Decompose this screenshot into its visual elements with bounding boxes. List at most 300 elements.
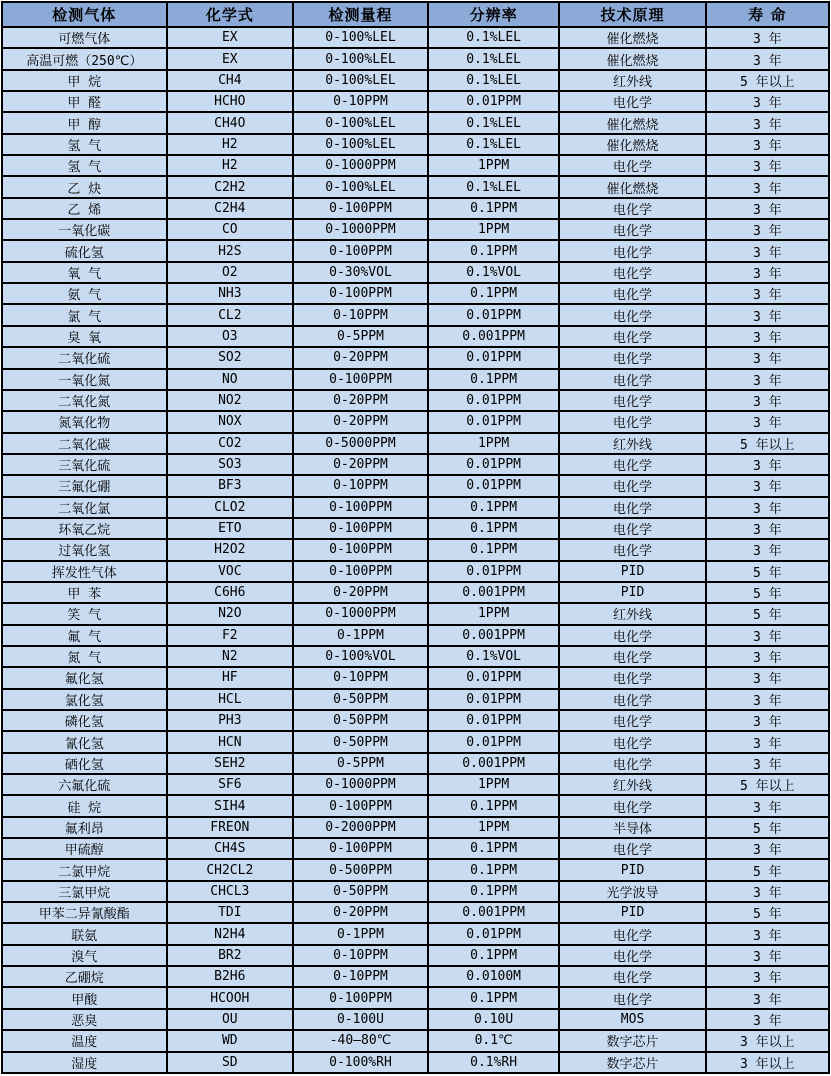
table-row: [2, 176, 829, 197]
cell-lifespan: 3 年: [706, 134, 829, 155]
cell-range: 0-20PPM: [293, 902, 428, 923]
table-row: [2, 774, 829, 795]
cell-principle: 电化学: [559, 304, 705, 325]
cell-formula: CH4O: [167, 112, 294, 133]
cell-lifespan: 3 年: [706, 731, 829, 752]
table-row: [2, 710, 829, 731]
cell-resolution: 0.01PPM: [428, 347, 559, 368]
cell-formula: N2H4: [167, 923, 294, 944]
cell-resolution: 0.10U: [428, 1009, 559, 1030]
table-row: [2, 795, 829, 816]
table-row: [2, 27, 829, 48]
cell-principle: PID: [559, 561, 705, 582]
cell-formula: N2: [167, 646, 294, 667]
cell-range: 0-100%LEL: [293, 176, 428, 197]
table-row: [2, 646, 829, 667]
cell-gas: 甲苯二异氰酸酯: [2, 902, 167, 923]
cell-lifespan: 3 年: [706, 240, 829, 261]
cell-range: 0-10PPM: [293, 966, 428, 987]
cell-range: 0-1000PPM: [293, 155, 428, 176]
table-row: [2, 198, 829, 219]
cell-formula: NO2: [167, 390, 294, 411]
cell-principle: 电化学: [559, 155, 705, 176]
cell-formula: CL2: [167, 304, 294, 325]
cell-range: 0-1000PPM: [293, 774, 428, 795]
cell-resolution: 0.1℃: [428, 1030, 559, 1051]
cell-resolution: 0.001PPM: [428, 326, 559, 347]
cell-resolution: 0.001PPM: [428, 625, 559, 646]
cell-gas: 氮氧化物: [2, 411, 167, 432]
cell-formula: C2H4: [167, 198, 294, 219]
column-header-range: 检测量程: [293, 2, 428, 27]
cell-range: 0-1000PPM: [293, 603, 428, 624]
cell-principle: PID: [559, 582, 705, 603]
table-row: [2, 945, 829, 966]
table-row: [2, 304, 829, 325]
cell-gas: 可燃气体: [2, 27, 167, 48]
cell-formula: C6H6: [167, 582, 294, 603]
cell-lifespan: 3 年: [706, 283, 829, 304]
cell-principle: 催化燃烧: [559, 176, 705, 197]
cell-resolution: 0.1PPM: [428, 838, 559, 859]
cell-principle: 电化学: [559, 945, 705, 966]
cell-resolution: 1PPM: [428, 219, 559, 240]
cell-formula: H2S: [167, 240, 294, 261]
cell-lifespan: 3 年以上: [706, 1052, 829, 1074]
cell-resolution: 0.1%LEL: [428, 134, 559, 155]
cell-lifespan: 3 年: [706, 710, 829, 731]
cell-resolution: 0.1PPM: [428, 198, 559, 219]
cell-lifespan: 3 年: [706, 923, 829, 944]
cell-gas: 甲硫醇: [2, 838, 167, 859]
cell-formula: NOX: [167, 411, 294, 432]
cell-range: 0-100PPM: [293, 539, 428, 560]
cell-lifespan: 3 年: [706, 48, 829, 69]
column-header-gas: 检测气体: [2, 2, 167, 27]
cell-gas: 二氧化氯: [2, 497, 167, 518]
cell-resolution: 0.1%LEL: [428, 112, 559, 133]
column-header-lifespan: 寿 命: [706, 2, 829, 27]
cell-formula: CO2: [167, 433, 294, 454]
cell-formula: C2H2: [167, 176, 294, 197]
cell-range: 0-20PPM: [293, 582, 428, 603]
cell-gas: 硫化氢: [2, 240, 167, 261]
cell-formula: HCOOH: [167, 987, 294, 1008]
cell-formula: CH4: [167, 70, 294, 91]
cell-principle: 电化学: [559, 710, 705, 731]
cell-formula: NH3: [167, 283, 294, 304]
cell-formula: CHCL3: [167, 881, 294, 902]
table-row: [2, 603, 829, 624]
cell-range: 0-100PPM: [293, 561, 428, 582]
cell-gas: 氮 气: [2, 646, 167, 667]
cell-gas: 湿度: [2, 1052, 167, 1074]
cell-principle: 电化学: [559, 347, 705, 368]
table-row: [2, 731, 829, 752]
cell-formula: F2: [167, 625, 294, 646]
table-row: [2, 112, 829, 133]
cell-range: 0-100%LEL: [293, 27, 428, 48]
cell-resolution: 1PPM: [428, 817, 559, 838]
table-row: [2, 987, 829, 1008]
cell-range: 0-30%VOL: [293, 262, 428, 283]
table-row: [2, 48, 829, 69]
table-row: [2, 475, 829, 496]
cell-range: 0-10PPM: [293, 945, 428, 966]
cell-range: 0-100PPM: [293, 240, 428, 261]
cell-gas: 甲 苯: [2, 582, 167, 603]
cell-principle: 催化燃烧: [559, 27, 705, 48]
cell-principle: 光学波导: [559, 881, 705, 902]
table-header-row: [2, 2, 829, 27]
cell-gas: 三氧化硫: [2, 454, 167, 475]
table-row: [2, 497, 829, 518]
cell-lifespan: 3 年: [706, 795, 829, 816]
table-row: [2, 817, 829, 838]
cell-range: 0-20PPM: [293, 454, 428, 475]
table-row: [2, 155, 829, 176]
cell-resolution: 0.01PPM: [428, 689, 559, 710]
cell-gas: 氢 气: [2, 134, 167, 155]
cell-lifespan: 3 年: [706, 347, 829, 368]
cell-formula: CLO2: [167, 497, 294, 518]
cell-principle: 催化燃烧: [559, 134, 705, 155]
cell-range: 0-50PPM: [293, 710, 428, 731]
table-row: [2, 390, 829, 411]
cell-gas: 甲酸: [2, 987, 167, 1008]
table-row: [2, 326, 829, 347]
cell-gas: 乙 炔: [2, 176, 167, 197]
cell-resolution: 0.01PPM: [428, 390, 559, 411]
cell-formula: O3: [167, 326, 294, 347]
cell-principle: 电化学: [559, 475, 705, 496]
cell-resolution: 0.1%LEL: [428, 176, 559, 197]
cell-principle: 电化学: [559, 283, 705, 304]
cell-range: 0-1PPM: [293, 625, 428, 646]
cell-formula: SF6: [167, 774, 294, 795]
table-row: [2, 838, 829, 859]
cell-resolution: 0.1PPM: [428, 283, 559, 304]
cell-range: 0-20PPM: [293, 347, 428, 368]
cell-lifespan: 3 年: [706, 475, 829, 496]
cell-resolution: 0.1PPM: [428, 369, 559, 390]
cell-principle: 电化学: [559, 198, 705, 219]
table-row: [2, 219, 829, 240]
cell-gas: 一氧化碳: [2, 219, 167, 240]
cell-principle: 电化学: [559, 646, 705, 667]
cell-range: 0-20PPM: [293, 411, 428, 432]
cell-gas: 联氨: [2, 923, 167, 944]
cell-gas: 乙硼烷: [2, 966, 167, 987]
cell-formula: B2H6: [167, 966, 294, 987]
cell-formula: OU: [167, 1009, 294, 1030]
table-row: [2, 902, 829, 923]
cell-lifespan: 3 年: [706, 497, 829, 518]
cell-range: 0-100PPM: [293, 795, 428, 816]
cell-lifespan: 5 年以上: [706, 70, 829, 91]
cell-gas: 笑 气: [2, 603, 167, 624]
cell-principle: 电化学: [559, 411, 705, 432]
cell-formula: H2: [167, 134, 294, 155]
table-row: [2, 966, 829, 987]
table-row: [2, 283, 829, 304]
cell-lifespan: 5 年: [706, 561, 829, 582]
table-row: [2, 582, 829, 603]
cell-range: 0-100%LEL: [293, 70, 428, 91]
cell-formula: CH4S: [167, 838, 294, 859]
cell-formula: O2: [167, 262, 294, 283]
cell-range: 0-100%LEL: [293, 48, 428, 69]
cell-resolution: 0.001PPM: [428, 902, 559, 923]
cell-range: 0-5PPM: [293, 753, 428, 774]
cell-principle: 红外线: [559, 433, 705, 454]
table-row: [2, 625, 829, 646]
table-row: [2, 753, 829, 774]
cell-range: 0-100%LEL: [293, 134, 428, 155]
cell-principle: 电化学: [559, 838, 705, 859]
cell-range: 0-20PPM: [293, 390, 428, 411]
cell-gas: 二氧化硫: [2, 347, 167, 368]
cell-range: 0-100PPM: [293, 987, 428, 1008]
cell-formula: BF3: [167, 475, 294, 496]
cell-lifespan: 3 年: [706, 369, 829, 390]
column-header-principle: 技术原理: [559, 2, 705, 27]
cell-gas: 氢 气: [2, 155, 167, 176]
cell-principle: 电化学: [559, 91, 705, 112]
cell-formula: EX: [167, 27, 294, 48]
table-body: [2, 27, 829, 1073]
cell-gas: 三氯甲烷: [2, 881, 167, 902]
cell-range: 0-2000PPM: [293, 817, 428, 838]
cell-principle: 电化学: [559, 497, 705, 518]
cell-formula: SEH2: [167, 753, 294, 774]
cell-lifespan: 3 年: [706, 411, 829, 432]
cell-principle: 红外线: [559, 603, 705, 624]
cell-resolution: 0.01PPM: [428, 91, 559, 112]
cell-gas: 硒化氢: [2, 753, 167, 774]
cell-lifespan: 5 年: [706, 817, 829, 838]
table-row: [2, 433, 829, 454]
cell-principle: 红外线: [559, 774, 705, 795]
cell-lifespan: 3 年: [706, 689, 829, 710]
cell-formula: EX: [167, 48, 294, 69]
cell-resolution: 0.01PPM: [428, 561, 559, 582]
cell-lifespan: 5 年: [706, 603, 829, 624]
cell-gas: 高温可燃（250℃）: [2, 48, 167, 69]
cell-lifespan: 3 年: [706, 176, 829, 197]
cell-resolution: 0.01PPM: [428, 454, 559, 475]
cell-resolution: 0.01PPM: [428, 411, 559, 432]
cell-range: 0-10PPM: [293, 304, 428, 325]
cell-formula: CO: [167, 219, 294, 240]
cell-principle: PID: [559, 902, 705, 923]
cell-resolution: 0.01PPM: [428, 710, 559, 731]
cell-resolution: 0.1%LEL: [428, 27, 559, 48]
cell-resolution: 0.1PPM: [428, 795, 559, 816]
cell-resolution: 0.01PPM: [428, 731, 559, 752]
table-row: [2, 923, 829, 944]
cell-formula: NO: [167, 369, 294, 390]
cell-principle: MOS: [559, 1009, 705, 1030]
cell-lifespan: 3 年: [706, 454, 829, 475]
column-header-resolution: 分辨率: [428, 2, 559, 27]
cell-range: 0-1PPM: [293, 923, 428, 944]
cell-principle: 催化燃烧: [559, 48, 705, 69]
cell-lifespan: 3 年: [706, 838, 829, 859]
cell-formula: HF: [167, 667, 294, 688]
cell-range: 0-10PPM: [293, 667, 428, 688]
cell-lifespan: 3 年: [706, 155, 829, 176]
cell-formula: HCHO: [167, 91, 294, 112]
cell-range: 0-100PPM: [293, 518, 428, 539]
cell-resolution: 0.1PPM: [428, 497, 559, 518]
cell-range: 0-50PPM: [293, 731, 428, 752]
cell-gas: 氧 气: [2, 262, 167, 283]
cell-resolution: 0.001PPM: [428, 753, 559, 774]
cell-formula: ETO: [167, 518, 294, 539]
table-row: [2, 1030, 829, 1051]
cell-resolution: 0.1PPM: [428, 240, 559, 261]
cell-gas: 三氟化硼: [2, 475, 167, 496]
cell-formula: SO2: [167, 347, 294, 368]
cell-formula: BR2: [167, 945, 294, 966]
cell-lifespan: 3 年: [706, 966, 829, 987]
table-row: [2, 369, 829, 390]
cell-resolution: 0.1%LEL: [428, 48, 559, 69]
cell-range: 0-50PPM: [293, 689, 428, 710]
cell-formula: H2O2: [167, 539, 294, 560]
cell-resolution: 1PPM: [428, 603, 559, 624]
cell-range: 0-100PPM: [293, 369, 428, 390]
cell-formula: WD: [167, 1030, 294, 1051]
cell-gas: 臭 氧: [2, 326, 167, 347]
table-row: [2, 539, 829, 560]
cell-range: 0-5PPM: [293, 326, 428, 347]
cell-lifespan: 3 年: [706, 753, 829, 774]
cell-resolution: 0.1PPM: [428, 539, 559, 560]
cell-formula: TDI: [167, 902, 294, 923]
cell-range: 0-100PPM: [293, 198, 428, 219]
cell-resolution: 0.1%RH: [428, 1052, 559, 1074]
cell-formula: PH3: [167, 710, 294, 731]
cell-resolution: 0.1%VOL: [428, 262, 559, 283]
cell-resolution: 0.1PPM: [428, 881, 559, 902]
cell-lifespan: 3 年: [706, 27, 829, 48]
cell-gas: 乙 烯: [2, 198, 167, 219]
cell-principle: 电化学: [559, 219, 705, 240]
cell-resolution: 0.0100M: [428, 966, 559, 987]
cell-gas: 挥发性气体: [2, 561, 167, 582]
cell-range: 0-100PPM: [293, 497, 428, 518]
cell-resolution: 0.1%LEL: [428, 70, 559, 91]
cell-principle: PID: [559, 859, 705, 880]
cell-formula: CH2CL2: [167, 859, 294, 880]
cell-lifespan: 3 年: [706, 646, 829, 667]
cell-resolution: 1PPM: [428, 774, 559, 795]
cell-gas: 硅 烷: [2, 795, 167, 816]
cell-resolution: 1PPM: [428, 155, 559, 176]
cell-principle: 数字芯片: [559, 1030, 705, 1051]
cell-principle: 电化学: [559, 689, 705, 710]
cell-principle: 电化学: [559, 326, 705, 347]
cell-range: 0-100%VOL: [293, 646, 428, 667]
cell-principle: 电化学: [559, 240, 705, 261]
cell-gas: 二氧化氮: [2, 390, 167, 411]
cell-principle: 数字芯片: [559, 1052, 705, 1074]
cell-lifespan: 5 年: [706, 902, 829, 923]
table-row: [2, 561, 829, 582]
cell-range: 0-100PPM: [293, 838, 428, 859]
cell-gas: 恶臭: [2, 1009, 167, 1030]
cell-resolution: 0.01PPM: [428, 475, 559, 496]
cell-resolution: 1PPM: [428, 433, 559, 454]
cell-gas: 甲 烷: [2, 70, 167, 91]
cell-lifespan: 3 年: [706, 667, 829, 688]
cell-range: 0-10PPM: [293, 91, 428, 112]
cell-resolution: 0.1PPM: [428, 859, 559, 880]
cell-lifespan: 3 年: [706, 1009, 829, 1030]
table-row: [2, 689, 829, 710]
cell-gas: 磷化氢: [2, 710, 167, 731]
cell-formula: H2: [167, 155, 294, 176]
table-row: [2, 134, 829, 155]
cell-formula: HCL: [167, 689, 294, 710]
cell-principle: 电化学: [559, 667, 705, 688]
table-row: [2, 1052, 829, 1074]
cell-lifespan: 3 年: [706, 219, 829, 240]
column-header-formula: 化学式: [167, 2, 294, 27]
table-row: [2, 70, 829, 91]
cell-lifespan: 5 年: [706, 859, 829, 880]
cell-principle: 电化学: [559, 731, 705, 752]
cell-principle: 电化学: [559, 923, 705, 944]
cell-range: 0-10PPM: [293, 475, 428, 496]
cell-lifespan: 3 年: [706, 390, 829, 411]
cell-resolution: 0.1PPM: [428, 945, 559, 966]
table-row: [2, 1009, 829, 1030]
cell-formula: N2O: [167, 603, 294, 624]
table-row: [2, 518, 829, 539]
cell-gas: 氰化氢: [2, 731, 167, 752]
table-row: [2, 347, 829, 368]
cell-resolution: 0.1PPM: [428, 987, 559, 1008]
cell-principle: 电化学: [559, 539, 705, 560]
cell-gas: 氟化氢: [2, 667, 167, 688]
cell-principle: 电化学: [559, 390, 705, 411]
cell-principle: 电化学: [559, 966, 705, 987]
cell-lifespan: 5 年: [706, 582, 829, 603]
table-row: [2, 240, 829, 261]
cell-lifespan: 3 年: [706, 539, 829, 560]
cell-formula: SD: [167, 1052, 294, 1074]
cell-lifespan: 5 年以上: [706, 774, 829, 795]
cell-range: 0-50PPM: [293, 881, 428, 902]
cell-range: 0-500PPM: [293, 859, 428, 880]
cell-gas: 温度: [2, 1030, 167, 1051]
cell-gas: 氟 气: [2, 625, 167, 646]
cell-gas: 二氯甲烷: [2, 859, 167, 880]
cell-lifespan: 3 年: [706, 262, 829, 283]
cell-lifespan: 3 年: [706, 881, 829, 902]
cell-range: 0-100%LEL: [293, 112, 428, 133]
cell-resolution: 0.001PPM: [428, 582, 559, 603]
cell-range: 0-100U: [293, 1009, 428, 1030]
cell-lifespan: 5 年以上: [706, 433, 829, 454]
gas-sensor-spec-table: [1, 1, 830, 1074]
cell-resolution: 0.01PPM: [428, 667, 559, 688]
cell-lifespan: 3 年以上: [706, 1030, 829, 1051]
cell-lifespan: 3 年: [706, 91, 829, 112]
